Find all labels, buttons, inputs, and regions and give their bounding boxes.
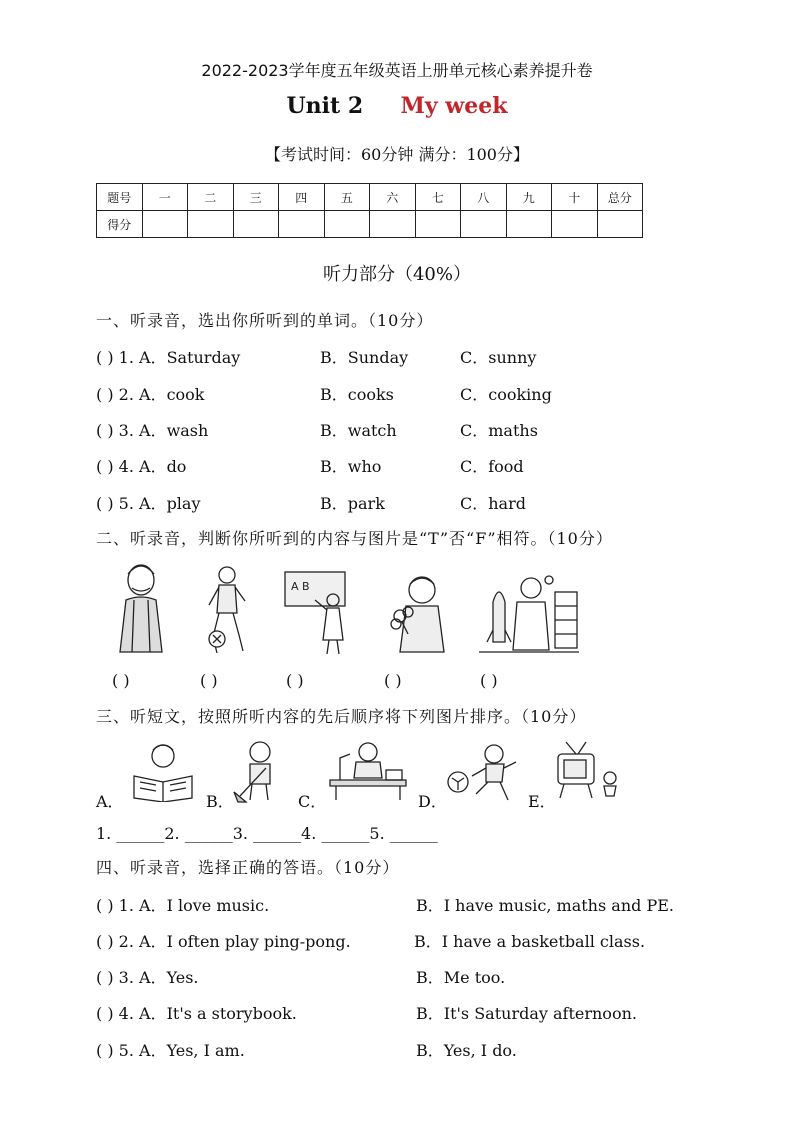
- s4-q5-b: B．Yes, I do.: [416, 1041, 517, 1060]
- s2-blank-3[interactable]: ( ): [286, 671, 304, 690]
- s1-q4-c: C．food: [460, 457, 524, 476]
- score-cell: 二: [188, 184, 234, 211]
- score-cell: 七: [415, 184, 461, 211]
- score-input-cell[interactable]: [415, 211, 461, 238]
- score-cell: 六: [370, 184, 416, 211]
- s3-answer-line[interactable]: 1. ______2. ______3. ______4. ______5. ______: [96, 824, 438, 843]
- score-cell: 总分: [597, 184, 643, 211]
- teacher-board-picture-icon: [283, 570, 351, 656]
- score-input-cell[interactable]: [324, 211, 370, 238]
- s3-label-a: A．: [96, 792, 124, 811]
- s4-q5-a: ( ) 5. A．Yes, I am.: [96, 1041, 245, 1060]
- s1-q5-a: ( ) 5. A．play: [96, 494, 201, 513]
- score-table-header-row: [97, 184, 643, 211]
- s4-q3-b: B．Me too.: [416, 968, 506, 987]
- grandpa-flowers-picture-icon: [388, 572, 450, 654]
- score-cell: 九: [506, 184, 552, 211]
- football-boy-picture-icon: [446, 742, 522, 802]
- score-input-cell[interactable]: [233, 211, 279, 238]
- s1-q2-a: ( ) 2. A．cook: [96, 385, 205, 404]
- s1-q2-b: B．cooks: [320, 385, 394, 404]
- s4-q4-b: B．It's Saturday afternoon.: [416, 1004, 637, 1023]
- s4-q2-a: ( ) 2. A．I often play ping-pong.: [96, 932, 351, 951]
- s1-q1-c: C．sunny: [460, 348, 537, 367]
- s3-label-c: C．: [298, 792, 327, 811]
- s3-label-d: D．: [418, 792, 447, 811]
- section3-title: 三、听短文，按照所听内容的先后顺序将下列图片排序。（10分）: [96, 707, 587, 726]
- unit-number: Unit 2: [286, 93, 364, 119]
- s4-q1-b: B．I have music, maths and PE.: [416, 896, 674, 915]
- section2-title: 二、听录音，判断你所听到的内容与图片是“T”否“F”相符。（10分）: [96, 529, 613, 548]
- scientist-rocket-picture-icon: [475, 572, 583, 656]
- s3-label-b: B．: [206, 792, 234, 811]
- score-cell: 四: [279, 184, 325, 211]
- section1-title: 一、听录音，选出你所听到的单词。（10分）: [96, 311, 434, 330]
- s1-q2-c: C．cooking: [460, 385, 552, 404]
- s1-q4-a: ( ) 4. A．do: [96, 457, 187, 476]
- s4-q3-a: ( ) 3. A．Yes.: [96, 968, 199, 987]
- s4-q1-a: ( ) 1. A．I love music.: [96, 896, 270, 915]
- soccer-boy-picture-icon: [203, 565, 255, 657]
- s2-blank-2[interactable]: ( ): [200, 671, 218, 690]
- score-label-cell: 得分: [97, 211, 143, 238]
- s4-q2-b: B．I have a basketball class.: [414, 932, 646, 951]
- s4-q4-a: ( ) 4. A．It's a storybook.: [96, 1004, 297, 1023]
- s1-q5-b: B．park: [320, 494, 385, 513]
- score-cell: 三: [233, 184, 279, 211]
- s1-q1-a: ( ) 1. A．Saturday: [96, 348, 241, 367]
- s1-q3-b: B．watch: [320, 421, 397, 440]
- exam-title: 2022-2023学年度五年级英语上册单元核心素养提升卷: [201, 61, 593, 80]
- score-cell: 五: [324, 184, 370, 211]
- s3-label-e: E．: [528, 792, 556, 811]
- score-cell: 一: [142, 184, 188, 211]
- score-table-score-row: [97, 211, 643, 238]
- s2-blank-4[interactable]: ( ): [384, 671, 402, 690]
- score-input-cell[interactable]: [370, 211, 416, 238]
- score-cell: 十: [552, 184, 598, 211]
- tv-robot-picture-icon: [552, 740, 624, 800]
- s2-blank-5[interactable]: ( ): [480, 671, 498, 690]
- unit-name: My week: [400, 93, 508, 119]
- score-input-cell[interactable]: [552, 211, 598, 238]
- score-cell: 八: [461, 184, 507, 211]
- unit-heading: [0, 93, 794, 119]
- score-table: [96, 183, 643, 238]
- score-input-cell[interactable]: [597, 211, 643, 238]
- sweeping-boy-picture-icon: [232, 740, 284, 804]
- reading-boy-picture-icon: [128, 742, 198, 802]
- section4-title: 四、听录音，选择正确的答语。（10分）: [96, 858, 400, 877]
- girl-picture-icon: [112, 560, 170, 656]
- score-input-cell[interactable]: [188, 211, 234, 238]
- s1-q1-b: B．Sunday: [320, 348, 409, 367]
- s1-q3-a: ( ) 3. A．wash: [96, 421, 209, 440]
- score-input-cell[interactable]: [279, 211, 325, 238]
- svg-text:A B: A B: [291, 580, 310, 593]
- score-input-cell[interactable]: [506, 211, 552, 238]
- listening-title: 听力部分（40%）: [322, 264, 471, 285]
- exam-info: 【考试时间：60分钟 满分：100分】: [265, 145, 529, 164]
- s2-blank-1[interactable]: ( ): [112, 671, 130, 690]
- score-input-cell[interactable]: [461, 211, 507, 238]
- s1-q5-c: C．hard: [460, 494, 526, 513]
- s1-q4-b: B．who: [320, 457, 382, 476]
- score-cell: 题号: [97, 184, 143, 211]
- score-input-cell[interactable]: [142, 211, 188, 238]
- s1-q3-c: C．maths: [460, 421, 538, 440]
- homework-desk-picture-icon: [326, 738, 410, 802]
